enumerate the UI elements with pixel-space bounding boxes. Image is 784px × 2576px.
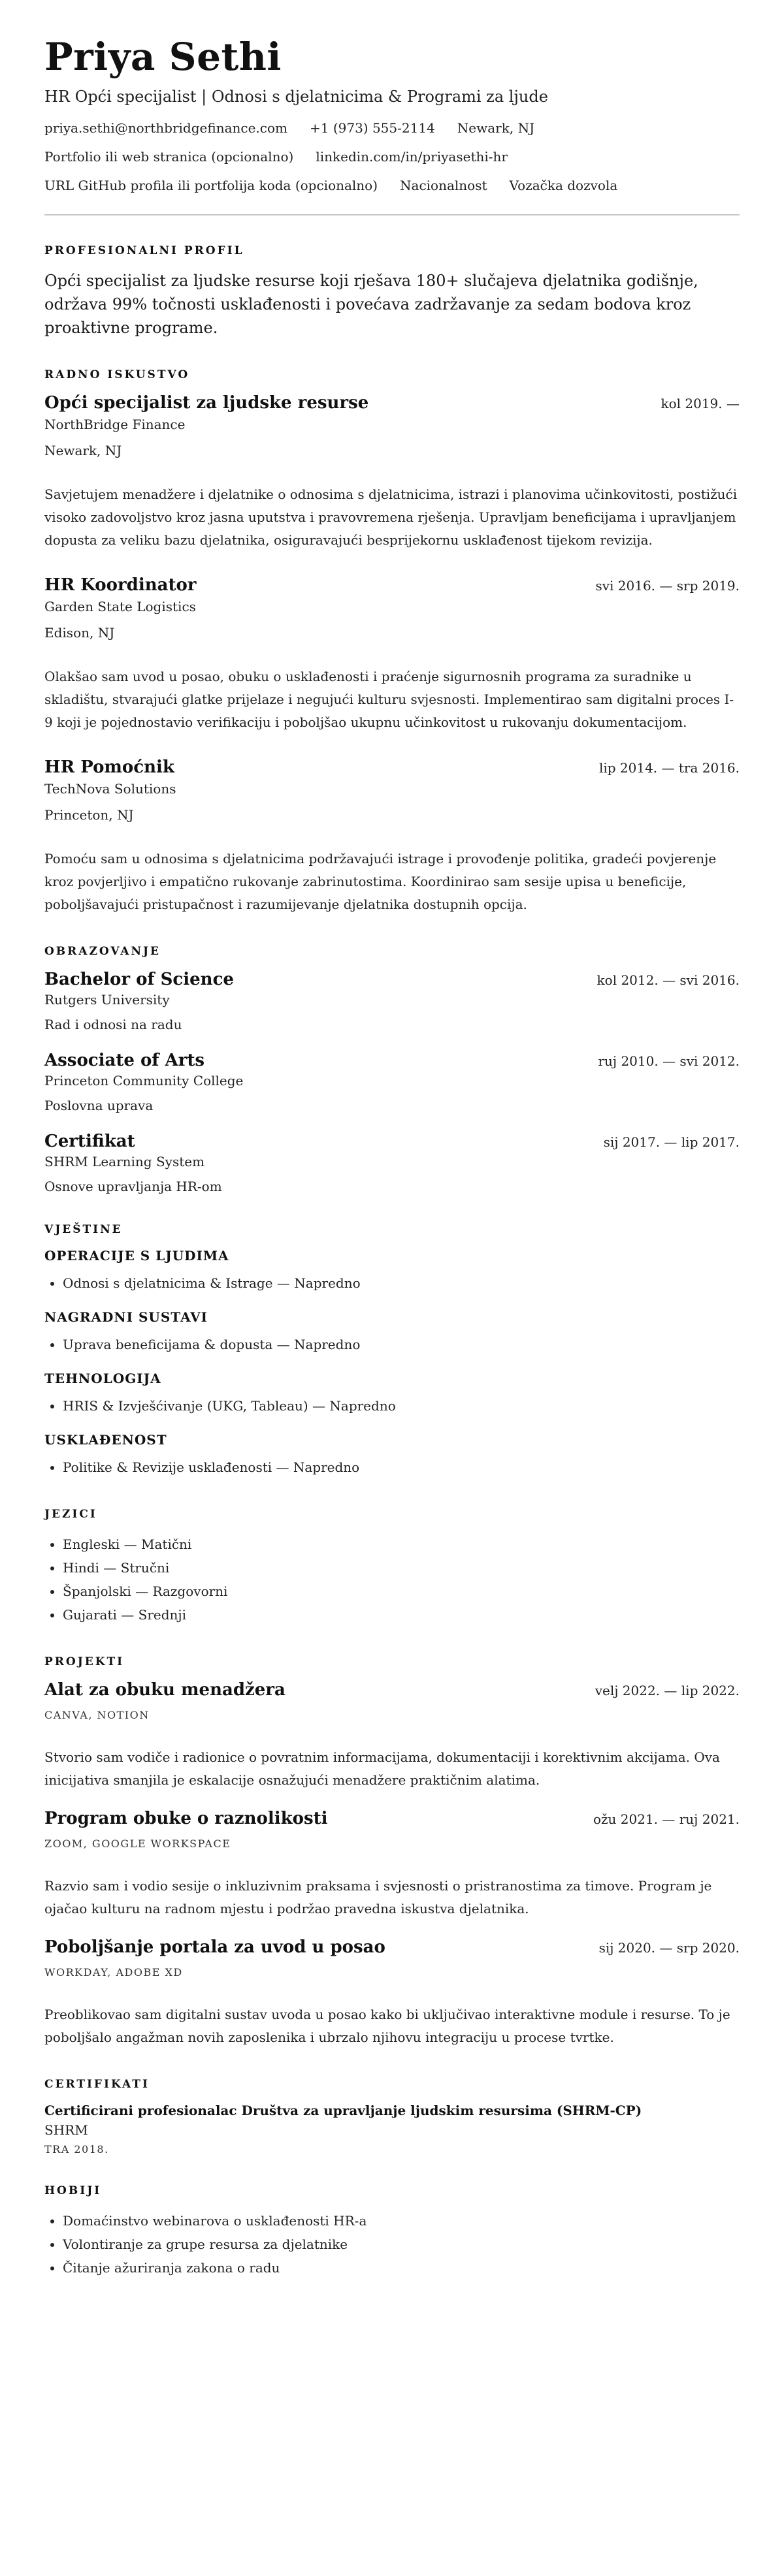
section-title-education: OBRAZOVANJE <box>44 944 161 958</box>
language-item: • Gujarati — Srednji <box>63 1603 740 1627</box>
job-dates: lip 2014. — tra 2016. <box>598 759 740 776</box>
languages-section <box>44 1508 740 1627</box>
skill-category-title: OPERACIJE S LJUDIMA <box>44 1247 229 1264</box>
project-dates: sij 2020. — srp 2020. <box>598 1939 740 1956</box>
skill-item: • Politike & Revizije usklađenosti — Napredno <box>63 1455 740 1479</box>
linkedin-link[interactable]: linkedin.com/in/priyasethi-hr <box>316 148 508 165</box>
portfolio-link[interactable]: Portfolio ili web stranica (opcionalno) <box>44 148 294 165</box>
github-link[interactable]: URL GitHub profila ili portfolija koda (opcionalno) <box>44 177 378 193</box>
skill-item: • HRIS & Izvješćivanje (UKG, Tableau) — Napredno <box>63 1394 740 1418</box>
certificates-section <box>44 2078 740 2155</box>
job-location: Edison, NJ <box>44 624 115 641</box>
skill-list <box>44 1394 740 1418</box>
section-title-hobbies: HOBIJI <box>44 2184 102 2197</box>
job-company: TechNova Solutions <box>44 780 176 797</box>
skill-list <box>44 1333 740 1356</box>
section-title-languages: JEZICI <box>44 1507 97 1521</box>
project-name: Poboljšanje portala za uvod u posao <box>44 1937 385 1957</box>
project-name: Alat za obuku menadžera <box>44 1679 286 1700</box>
job-description: Pomoću sam u odnosima s djelatnicima podržavajući istrage i provođenje politika, gradeći povjerenje kroz povjerljivo i empatično rukovanje zabrinutostima. Koordinirao sam sesije upisa u beneficije, poboljšavajući pristupačnost i razumijevanje djelatnika dostupnih opcija. <box>44 850 717 912</box>
field-of-study: Poslovna uprava <box>44 1097 154 1113</box>
education-entry <box>44 1051 740 1113</box>
candidate-name: Priya Sethi <box>44 35 282 79</box>
job-entry <box>44 757 740 916</box>
skill-category-title: NAGRADNI SUSTAVI <box>44 1309 208 1325</box>
projects-section <box>44 1655 740 2049</box>
education-section <box>44 945 740 1194</box>
project-description: Preoblikovao sam digitalni sustav uvoda u posao kako bi uključivao interaktivne module i resurse. To je poboljšalo angažman novih zaposlenika i ubrzalo njihovu integraciju u procese tvrtke. <box>44 2006 730 2045</box>
skill-category-title: TEHNOLOGIJA <box>44 1370 161 1386</box>
education-entry <box>44 1132 740 1194</box>
language-list <box>44 1533 740 1627</box>
job-title: HR Koordinator <box>44 575 197 595</box>
job-location: Princeton, NJ <box>44 806 134 823</box>
location-text: Newark, NJ <box>457 119 535 136</box>
project-tech: ZOOM, GOOGLE WORKSPACE <box>44 1837 231 1850</box>
project-description: Razvio sam i vodio sesije o inkluzivnim praksama i svjesnosti o pristranostima za timove. Program je ojačao kulturu na radnom mjestu i podržao pravedna iskustva djelatnika. <box>44 1877 712 1916</box>
job-title: HR Pomoćnik <box>44 757 174 777</box>
degree-title: Bachelor of Science <box>44 969 234 989</box>
project-entry <box>44 1680 740 1792</box>
job-dates: kol 2019. — <box>661 395 740 411</box>
field-of-study: Osnove upravljanja HR-om <box>44 1178 222 1194</box>
nationality-text: Nacionalnost <box>400 177 487 193</box>
job-entry <box>44 393 740 552</box>
profile-section <box>44 244 740 340</box>
certificate-name: Certificirani profesionalac Društva za upravljanje ljudskim resursima (SHRM-CP) <box>44 2102 642 2118</box>
degree-title: Associate of Arts <box>44 1050 205 1070</box>
education-dates: kol 2012. — svi 2016. <box>596 972 740 988</box>
skills-section <box>44 1223 740 1479</box>
project-dates: ožu 2021. — ruj 2021. <box>593 1811 740 1827</box>
education-dates: sij 2017. — lip 2017. <box>603 1134 740 1150</box>
job-entry <box>44 575 740 734</box>
job-company: NorthBridge Finance <box>44 416 186 432</box>
job-location: Newark, NJ <box>44 442 122 458</box>
project-description: Stvorio sam vodiče i radionice o povratnim informacijama, dokumentaciji i korektivnim akcijama. Ova inicijativa smanjila je eskalacije osnažujući menadžere praktičnim alatima. <box>44 1749 720 1788</box>
job-description: Olakšao sam uvod u posao, obuku o usklađenosti i praćenje sigurnosnih programa za suradnike u skladištu, stvarajući glatke prijelaze i negujući kulturu svjesnosti. Implementirao sam digitalni proces I-9 koji je pojednostavio verifikaciju i poboljšao ukupnu učinkovitost u rukovanju dokumentacijom. <box>44 668 734 730</box>
certificate-date: TRA 2018. <box>44 2142 109 2155</box>
project-tech: WORKDAY, ADOBE XD <box>44 1965 183 1979</box>
skill-item: • Uprava beneficijama & dopusta — Napredno <box>63 1333 740 1356</box>
school-name: SHRM Learning System <box>44 1153 205 1169</box>
school-name: Rutgers University <box>44 991 170 1008</box>
skill-list <box>44 1455 740 1479</box>
license-text: Vozačka dozvola <box>509 177 618 193</box>
phone-text: +1 (973) 555-2114 <box>309 119 435 136</box>
certificate-issuer: SHRM <box>44 2122 88 2138</box>
project-tech: CANVA, NOTION <box>44 1708 150 1721</box>
header-divider <box>44 214 740 215</box>
headline: HR Opći specijalist | Odnosi s djelatnicima & Programi za ljude <box>44 87 548 106</box>
language-item: • Španjolski — Razgovorni <box>63 1580 740 1603</box>
degree-title: Certifikat <box>44 1131 135 1151</box>
skill-item: • Odnosi s djelatnicima & Istrage — Napredno <box>63 1271 740 1295</box>
resume-header <box>44 37 740 195</box>
section-title-profile: PROFESIONALNI PROFIL <box>44 244 244 257</box>
section-title-experience: RADNO ISKUSTVO <box>44 368 190 381</box>
contact-row-extra <box>44 176 740 195</box>
section-title-skills: VJEŠTINE <box>44 1222 123 1236</box>
hobby-item: • Čitanje ažuriranja zakona o radu <box>63 2256 740 2280</box>
education-entry <box>44 970 740 1032</box>
job-company: Garden State Logistics <box>44 598 196 614</box>
hobby-list <box>44 2209 740 2280</box>
project-entry <box>44 1809 740 1920</box>
education-dates: ruj 2010. — svi 2012. <box>598 1053 740 1069</box>
section-title-projects: PROJEKTI <box>44 1655 125 1668</box>
job-description: Savjetujem menadžere i djelatnike o odnosima s djelatnicima, istrazi i planovima učinkovitosti, postižući visoko zadovoljstvo kroz jasna uputstva i pravovremena rješenja. Upravljam beneficijama i upravljanjem dopusta za veliku bazu djelatnika, osiguravajući besprijekornu usklađenost tijekom revizija. <box>44 486 738 548</box>
email-link[interactable]: priya.sethi@northbridgefinance.com <box>44 119 287 136</box>
project-name: Program obuke o raznolikosti <box>44 1808 328 1828</box>
field-of-study: Rad i odnosi na radu <box>44 1016 182 1032</box>
experience-section <box>44 368 740 916</box>
skill-category-title: USKLAĐENOST <box>44 1431 167 1448</box>
job-title: Opći specijalist za ljudske resurse <box>44 392 369 413</box>
hobbies-section <box>44 2184 740 2280</box>
hobby-item: • Domaćinstvo webinarova o usklađenosti HR-a <box>63 2209 740 2233</box>
language-item: • Hindi — Stručni <box>63 1556 740 1580</box>
job-dates: svi 2016. — srp 2019. <box>595 577 740 594</box>
skill-list <box>44 1271 740 1295</box>
hobby-item: • Volontiranje za grupe resursa za djelatnike <box>63 2233 740 2256</box>
language-item: • Engleski — Matični <box>63 1533 740 1556</box>
project-entry <box>44 1937 740 2049</box>
section-title-certificates: CERTIFIKATI <box>44 2077 150 2091</box>
contact-row-primary <box>44 119 740 137</box>
project-dates: velj 2022. — lip 2022. <box>595 1682 740 1698</box>
profile-summary: Opći specijalist za ljudske resurse koji rješava 180+ slučajeva djelatnika godišnje, održava 99% točnosti usklađenosti i povećava zadržavanje za sedam bodova kroz proaktivne programe. <box>44 271 698 337</box>
certificate-entry <box>44 2103 740 2155</box>
school-name: Princeton Community College <box>44 1072 244 1089</box>
contact-row-links <box>44 148 740 166</box>
